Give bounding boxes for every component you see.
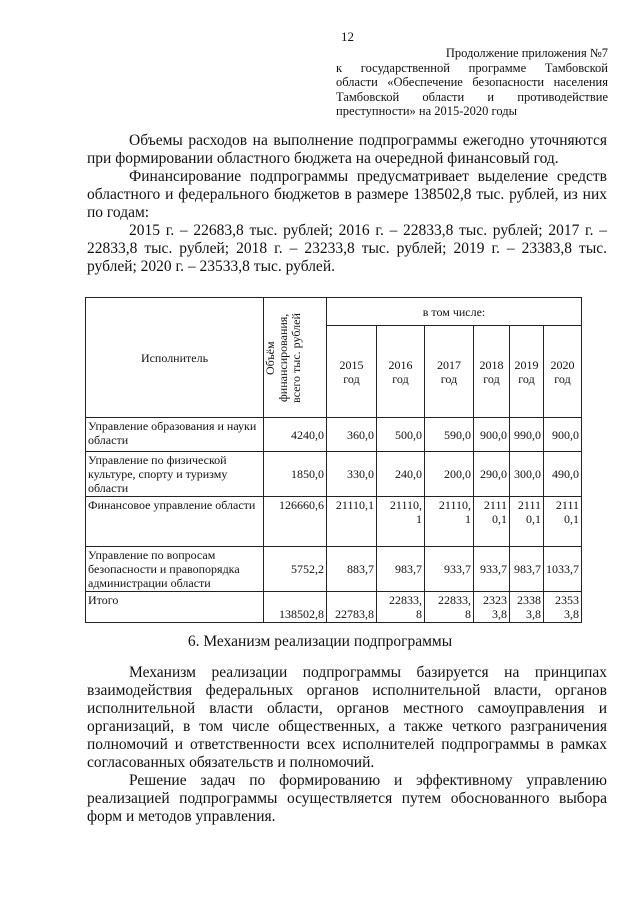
header-including: в том числе: [327,298,582,326]
decision-paragraph [87,772,607,826]
cell-year-value: 2338 3,8 [510,592,544,623]
cell-year-value: 883,7 [327,547,377,592]
appendix-header [336,46,608,119]
header-year: 2015 год [327,326,377,418]
text-line: по годам: [87,204,150,221]
text-line: форм и методов управления. [87,808,276,825]
text-line: Механизм реализации подпрограммы базируется на принципах [129,664,607,681]
text-line: полномочий и ответственности всех исполнителей подпрограммы в рамках [87,736,607,753]
cell-year-value: 983,7 [510,547,544,592]
cell-year-value: 21110, 1 [425,497,474,547]
cell-year-value: 2111 0,1 [474,497,510,547]
header-year: 2019 год [510,326,544,418]
text-line: реализацией подпрограммы осуществляется путем обоснованного выбора [87,790,607,807]
text-line: организаций, в том числе общественных, а также четкого разграничения [87,718,607,735]
cell-total: 138502,8 [264,592,327,623]
header-executor: Исполнитель [86,298,264,418]
cell-year-value: 990,0 [510,418,544,452]
cell-executor: Финансовое управление области [86,497,264,547]
appendix-line: Тамбовской области и противодействие [336,89,608,104]
intro-paragraphs [87,132,607,276]
cell-year-value: 300,0 [510,452,544,497]
cell-year-value: 2111 0,1 [544,497,582,547]
cell-year-value: 240,0 [377,452,425,497]
section-title: 6. Механизм реализации подпрограммы [187,633,453,650]
cell-year-value: 933,7 [425,547,474,592]
text-line: Решение задач по формированию и эффективному управлению [129,772,607,789]
cell-year-value: 500,0 [377,418,425,452]
cell-total: 126660,6 [264,497,327,547]
cell-year-value: 590,0 [425,418,474,452]
cell-year-value: 22833, 8 [377,592,425,623]
text-line: 22833,8 тыс. рублей; 2018 г. – 23233,8 тыс. рублей; 2019 г. – 23383,8 тыс. [87,240,607,257]
appendix-line: преступности» на 2015-2020 годы [336,104,518,118]
cell-executor: Управление образования и науки области [86,418,264,452]
text-line: 2015 г. – 22683,8 тыс. рублей; 2016 г. – 22833,8 тыс. рублей; 2017 г. – [129,222,607,239]
page-number: 12 [341,29,354,44]
financing-table [85,297,582,623]
cell-year-value: 490,0 [544,452,582,497]
cell-year-value: 290,0 [474,452,510,497]
text-line: согласованных обязательств и полномочий. [87,754,375,771]
cell-year-value: 983,7 [377,547,425,592]
cell-total: 4240,0 [264,418,327,452]
header-year: 2018 год [474,326,510,418]
text-line: при формировании областного бюджета на очередной финансовый год. [87,150,559,167]
cell-executor: Управление по физической культуре, спорту и туризму области [86,452,264,497]
table-row [86,497,582,547]
text-line: Финансирование подпрограммы предусматривает выделение средств [129,168,607,185]
header-year: 2016 год [377,326,425,418]
cell-year-value: 2111 0,1 [510,497,544,547]
cell-year-value: 1033,7 [544,547,582,592]
cell-year-value: 330,0 [327,452,377,497]
table-row [86,592,582,623]
cell-year-value: 900,0 [544,418,582,452]
table-row [86,452,582,497]
cell-executor: Итого [86,592,264,623]
text-line: исполнительной власти области, органов местного самоуправления и [87,700,607,717]
cell-year-value: 22833, 8 [425,592,474,623]
header-total [264,298,327,418]
cell-year-value: 2323 3,8 [474,592,510,623]
cell-executor: Управление по вопросам безопасности и правопорядка администрации области [86,547,264,592]
appendix-line: области «Обеспечение безопасности населения [336,75,608,89]
table-body [86,418,582,623]
text-line: Объемы расходов на выполнение подпрограммы ежегодно уточняются [129,132,607,149]
cell-year-value: 933,7 [474,547,510,592]
table-row [86,418,582,452]
cell-year-value: 2353 3,8 [544,592,582,623]
text-line: областного и федерального бюджетов в размере 138502,8 тыс. рублей, из них [87,186,607,203]
text-line: рублей; 2020 г. – 23533,8 тыс. рублей. [87,258,335,275]
appendix-line: к государственной программе Тамбовской [336,60,608,75]
text-line: взаимодействия федеральных органов исполнительной власти, органов [87,682,607,699]
header-year: 2017 год [425,326,474,418]
header-total-text: Объём финансирования, всего тыс. рублей [263,312,303,403]
cell-year-value: 22783,8 [327,592,377,623]
header-year: 2020 год [544,326,582,418]
cell-total: 5752,2 [264,547,327,592]
cell-year-value: 900,0 [474,418,510,452]
appendix-line: Продолжение приложения №7 [445,46,608,60]
cell-year-value: 360,0 [327,418,377,452]
cell-year-value: 200,0 [425,452,474,497]
cell-year-value: 21110,1 [327,497,377,547]
cell-year-value: 21110, 1 [377,497,425,547]
table-row [86,547,582,592]
mechanism-paragraph [87,664,607,772]
cell-total: 1850,0 [264,452,327,497]
